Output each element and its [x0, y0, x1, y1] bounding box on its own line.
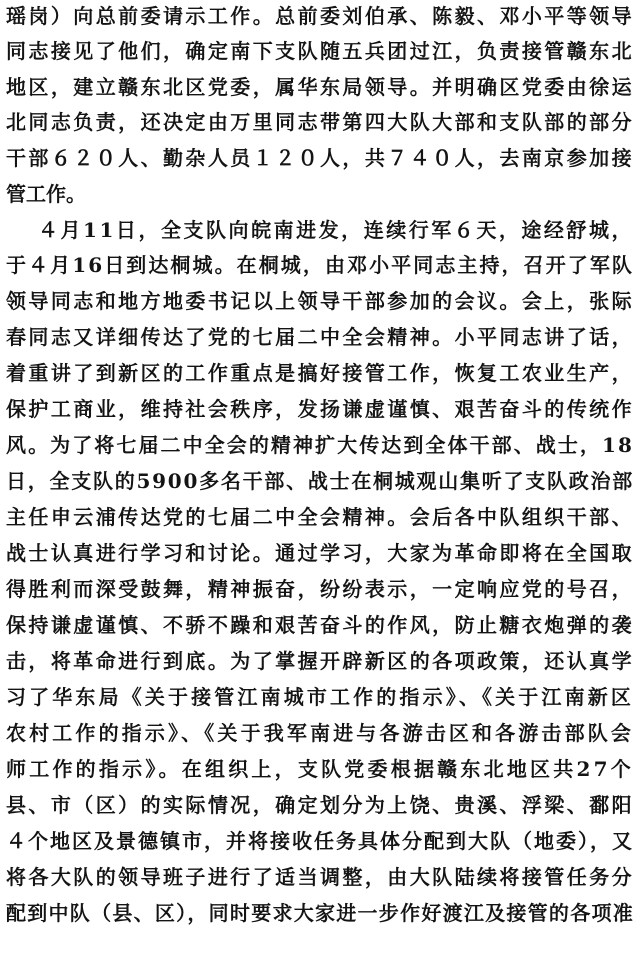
text-line: 干部６２０人、勤杂人员１２０人，共７４０人，去南京参加接 [6, 146, 634, 170]
text-line: 将各大队的领导班子进行了适当调整，由大队陆续将接管任务分 [6, 865, 634, 889]
text-line: 得胜利而深受鼓舞，精神振奋，纷纷表示，一定响应党的号召， [6, 577, 634, 601]
text-line: 保护工商业，维持社会秩序，发扬谦虚谨慎、艰苦奋斗的传统作 [6, 397, 634, 421]
text-line: 地区，建立赣东北区党委，属华东局领导。并明确区党委由徐运 [6, 75, 634, 99]
text-line: 主任申云浦传达党的七届二中全会精神。会后各中队组织干部、 [6, 505, 634, 529]
text-line: 日，全支队的5900多名干部、战士在桐城观山集听了支队政治部 [6, 469, 634, 493]
text-line: 风。为了将七届二中全会的精神扩大传达到全体干部、战士，18 [6, 433, 634, 457]
text-line: 击，将革命进行到底。为了掌握开辟新区的各项政策，还认真学 [6, 649, 634, 673]
text-line: ４月11日，全支队向皖南进发，连续行军６天，途经舒城， [38, 218, 634, 242]
text-line: 农村工作的指示》、《关于我军南进与各游击区和各游击部队会 [6, 721, 634, 745]
text-line: 于４月16日到达桐城。在桐城，由邓小平同志主持，召开了军队 [6, 253, 634, 277]
text-line: 着重讲了到新区的工作重点是搞好接管工作，恢复工农业生产， [6, 361, 634, 385]
text-line: 保持谦虚谨慎、不骄不躁和艰苦奋斗的作风，防止糖衣炮弹的袭 [6, 613, 634, 637]
text-line: 师工作的指示》。在组织上，支队党委根据赣东北地区共27个 [6, 757, 634, 781]
text-line: 管工作。 [6, 182, 86, 206]
text-line: 同志接见了他们，确定南下支队随五兵团过江，负责接管赣东北 [6, 39, 634, 63]
text-line: 领导同志和地方地委书记以上领导干部参加的会议。会上，张际 [6, 289, 634, 313]
text-line: 战士认真进行学习和讨论。通过学习，大家为革命即将在全国取 [6, 541, 634, 565]
text-line: 瑶岗）向总前委请示工作。总前委刘伯承、陈毅、邓小平等领导 [6, 4, 634, 28]
text-line: 习了华东局《关于接管江南城市工作的指示》、《关于江南新区 [6, 685, 634, 709]
text-line: 春同志又详细传达了党的七届二中全会精神。小平同志讲了话， [6, 325, 634, 349]
text-line: 县、市（区）的实际情况，确定划分为上饶、贵溪、浮梁、鄱阳 [6, 793, 634, 817]
text-line: 配到中队（县、区），同时要求大家进一步作好渡江及接管的各项准 [6, 901, 634, 925]
text-line: 北同志负责，还决定由万里同志带第四大队大部和支队部的部分 [6, 110, 634, 134]
document-page [6, 0, 634, 961]
text-line: ４个地区及景德镇市，并将接收任务具体分配到大队（地委），又 [6, 829, 634, 853]
